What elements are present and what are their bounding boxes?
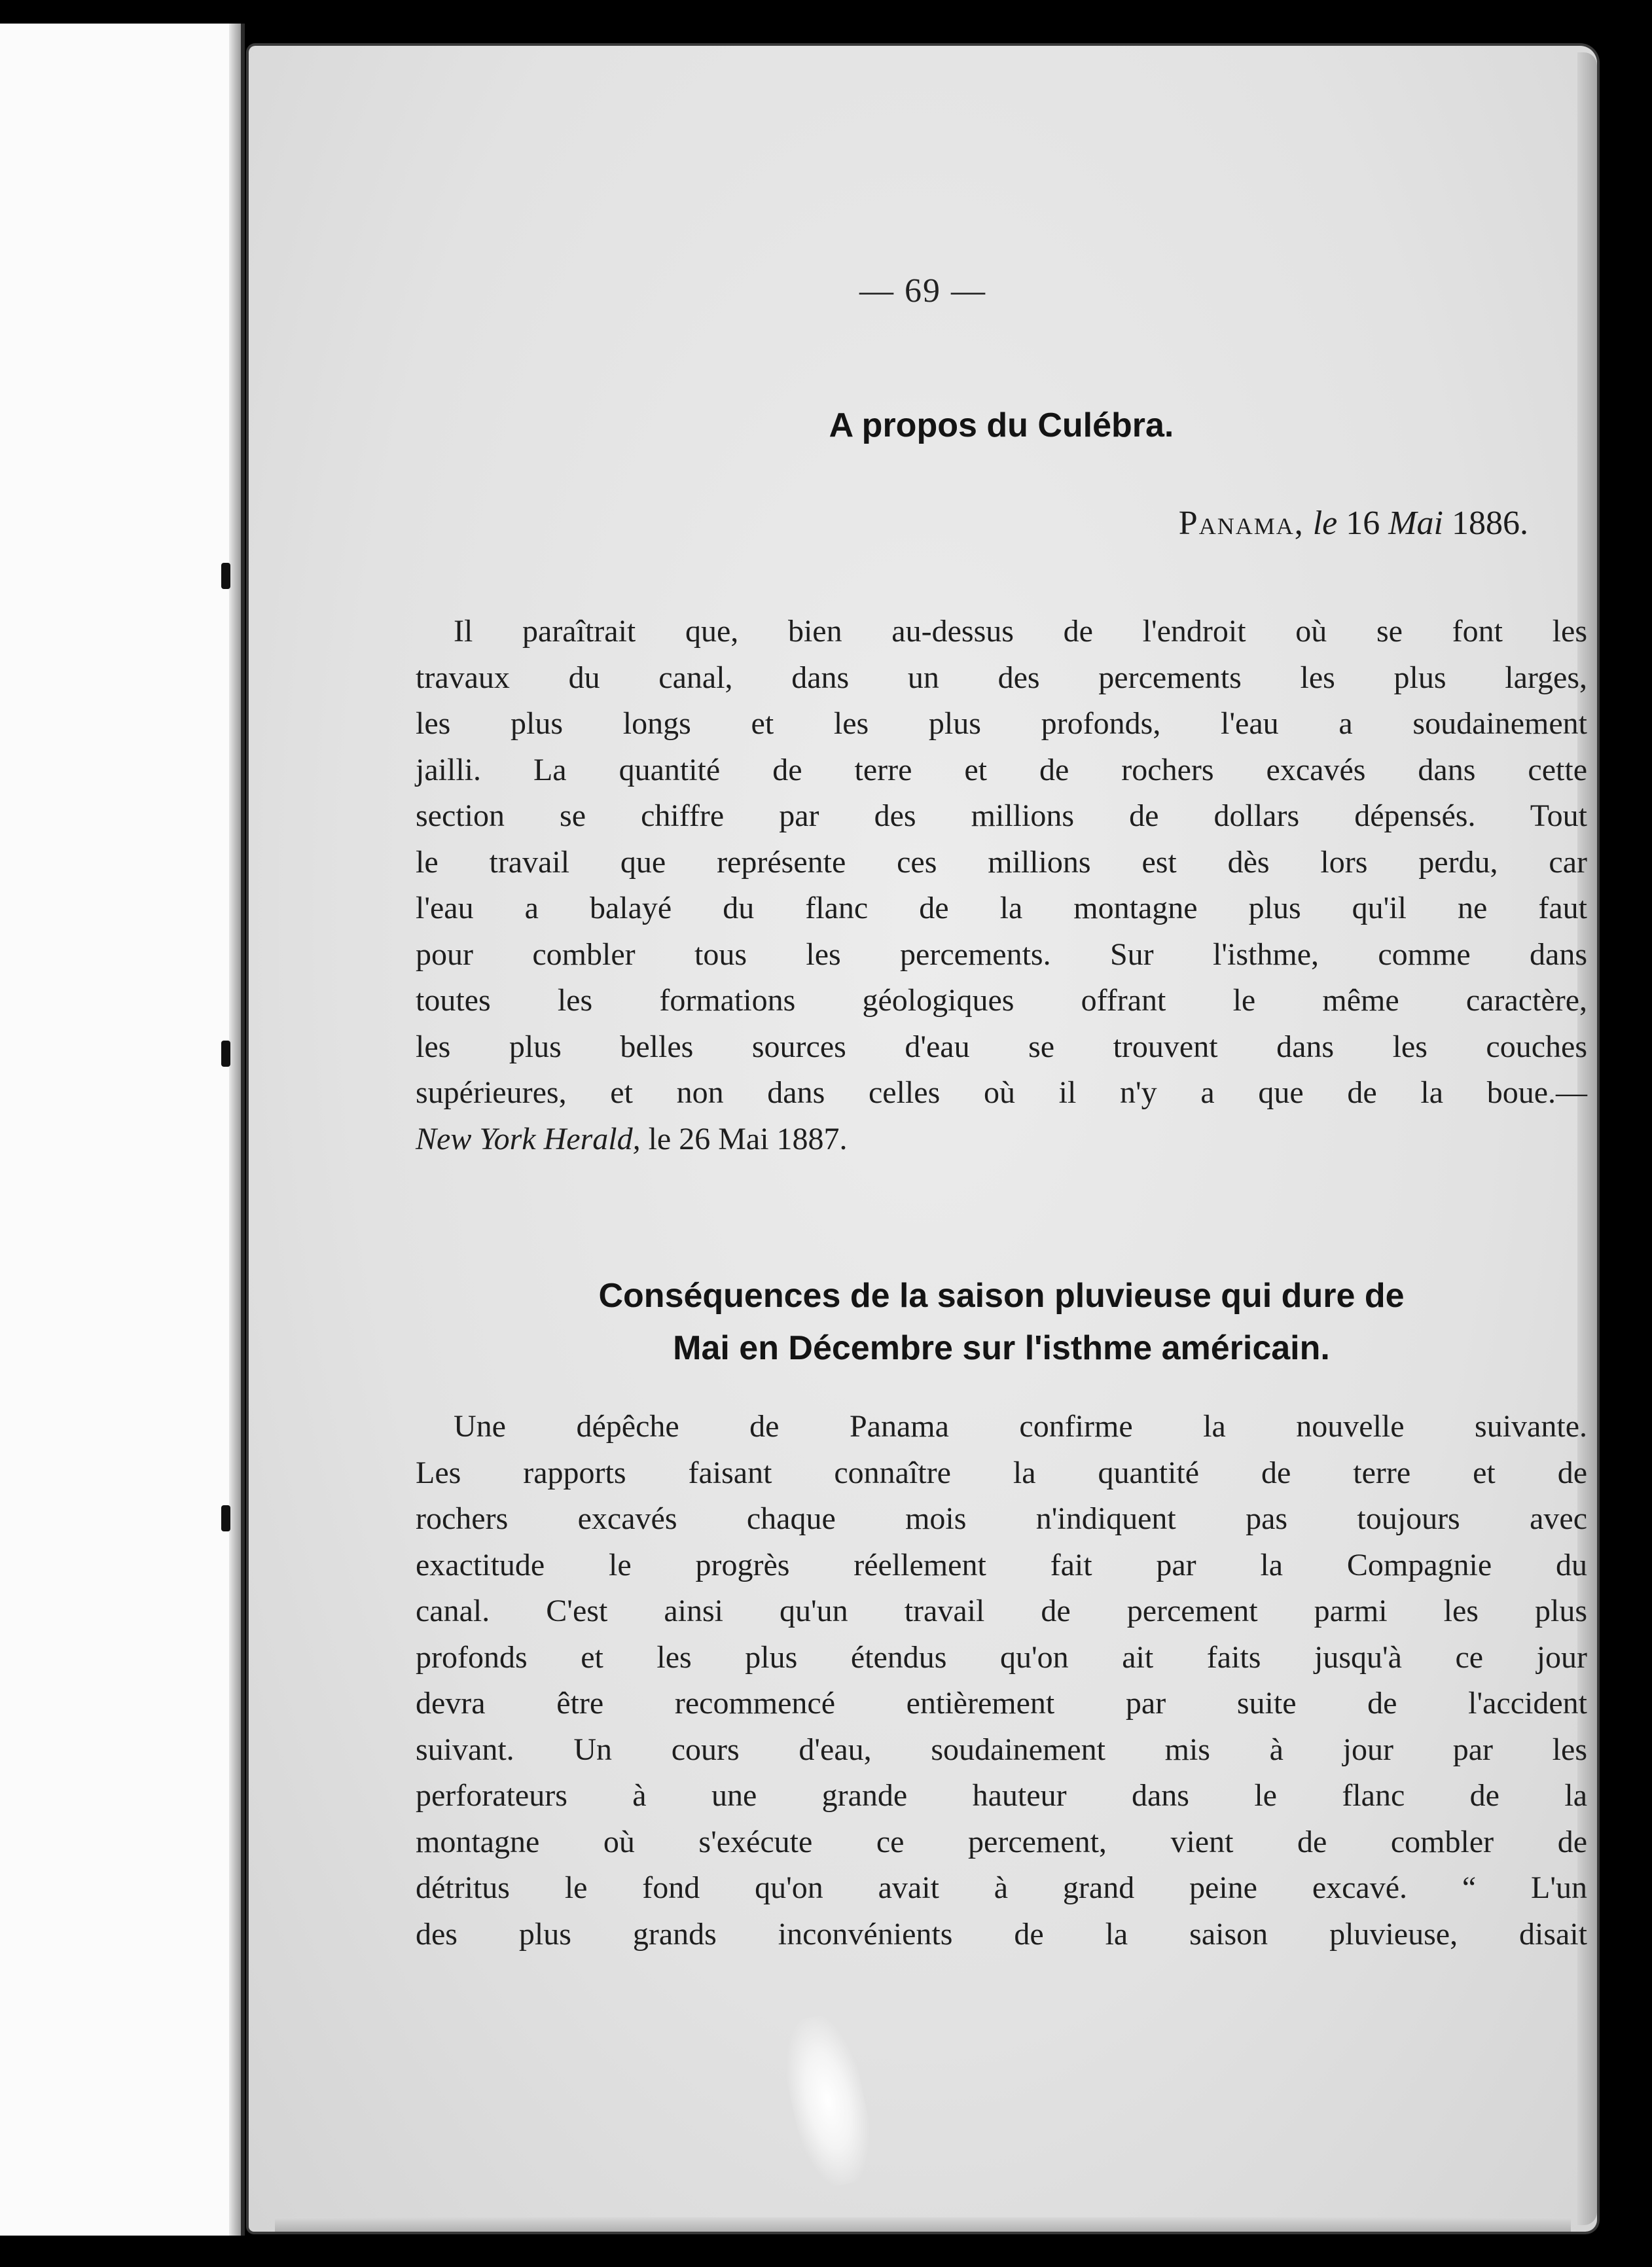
paragraph-line: le travail que représente ces millions est dès lors perdu, car <box>416 844 1587 880</box>
paragraph-line: rochers excavés chaque mois n'indiquent pas toujours avec <box>416 1501 1587 1536</box>
paragraph-line: exactitude le progrès réellement fait par la Compagnie du <box>416 1547 1587 1582</box>
paragraph-line: supérieures, et non dans celles où il n'y a que de la boue.— <box>416 1075 1587 1110</box>
paragraph-line: perforateurs à une grande hauteur dans le flanc de la <box>416 1778 1587 1813</box>
paragraph-line: jailli. La quantité de terre et de rochers excavés dans cette <box>416 752 1587 787</box>
paragraph-line: profonds et les plus étendus qu'on ait faits jusqu'à ce jour <box>416 1639 1587 1675</box>
paragraph-line: l'eau a balayé du flanc de la montagne plus qu'il ne faut <box>416 891 1587 925</box>
facing-page-edge <box>0 24 245 2236</box>
dateline <box>1179 504 1528 543</box>
paragraph-culebra <box>416 609 1587 1162</box>
paragraph-line: canal. C'est ainsi qu'un travail de percement parmi les plus <box>416 1594 1587 1628</box>
dateline-prefix: le <box>1312 505 1338 542</box>
dateline-place: Panama, <box>1178 505 1304 542</box>
paragraph-line: toutes les formations géologiques offrant le même caractère, <box>416 983 1587 1018</box>
paragraph-line: détritus le fond qu'on avait à grand peine excavé. “ L'un <box>416 1870 1587 1905</box>
heading-line: Conséquences de la saison pluvieuse qui dure de <box>598 1277 1405 1315</box>
paragraph-line: pour combler tous les percements. Sur l'isthme, comme dans <box>416 937 1587 972</box>
paragraph-line: Une dépêche de Panama confirme la nouvelle suivante. <box>454 1409 1587 1444</box>
binding-mark <box>221 563 230 589</box>
dateline-month: Mai <box>1388 505 1443 542</box>
dateline-day: 16 <box>1346 505 1380 542</box>
heading-line: Mai en Décembre sur l'isthme américain. <box>673 1329 1330 1367</box>
page-number: — 69 — <box>859 272 986 310</box>
source-date: le 26 Mai 1887. <box>648 1121 848 1156</box>
text-body <box>416 46 1587 2205</box>
paragraph-line: devra être recommencé entièrement par suite de l'accident <box>416 1686 1587 1721</box>
page-crease <box>229 24 241 2236</box>
paragraph-line: les plus longs et les plus profonds, l'eau a soudainement <box>416 706 1587 741</box>
paragraph-rainy-season <box>416 1404 1587 1957</box>
paragraph-line: travaux du canal, dans un des percements les plus larges, <box>416 660 1587 695</box>
scanned-page <box>249 46 1597 2232</box>
paragraph-line: montagne où s'exécute ce percement, vient de combler de <box>416 1824 1587 1859</box>
paragraph-line: Il paraîtrait que, bien au-dessus de l'endroit où se font les <box>454 614 1587 649</box>
source-publication: New York Herald, <box>416 1121 641 1156</box>
paragraph-line: des plus grands inconvénients de la saison pluvieuse, disait <box>416 1916 1587 1952</box>
page-edge-bottom <box>275 2217 1571 2232</box>
source-citation <box>416 1116 1587 1163</box>
section-heading-rainy-season <box>416 1270 1587 1374</box>
binding-mark <box>221 1505 230 1531</box>
paragraph-line: les plus belles sources d'eau se trouvent dans les couches <box>416 1029 1587 1064</box>
paragraph-line: suivant. Un cours d'eau, soudainement mis à jour par les <box>416 1732 1587 1767</box>
paragraph-line: Les rapports faisant connaître la quantité de terre et de <box>416 1455 1587 1490</box>
paragraph-line: section se chiffre par des millions de dollars dépensés. Tout <box>416 798 1587 833</box>
section-heading-culebra: A propos du Culébra. <box>829 406 1174 444</box>
dateline-year: 1886. <box>1452 505 1528 542</box>
binding-mark <box>221 1041 230 1067</box>
